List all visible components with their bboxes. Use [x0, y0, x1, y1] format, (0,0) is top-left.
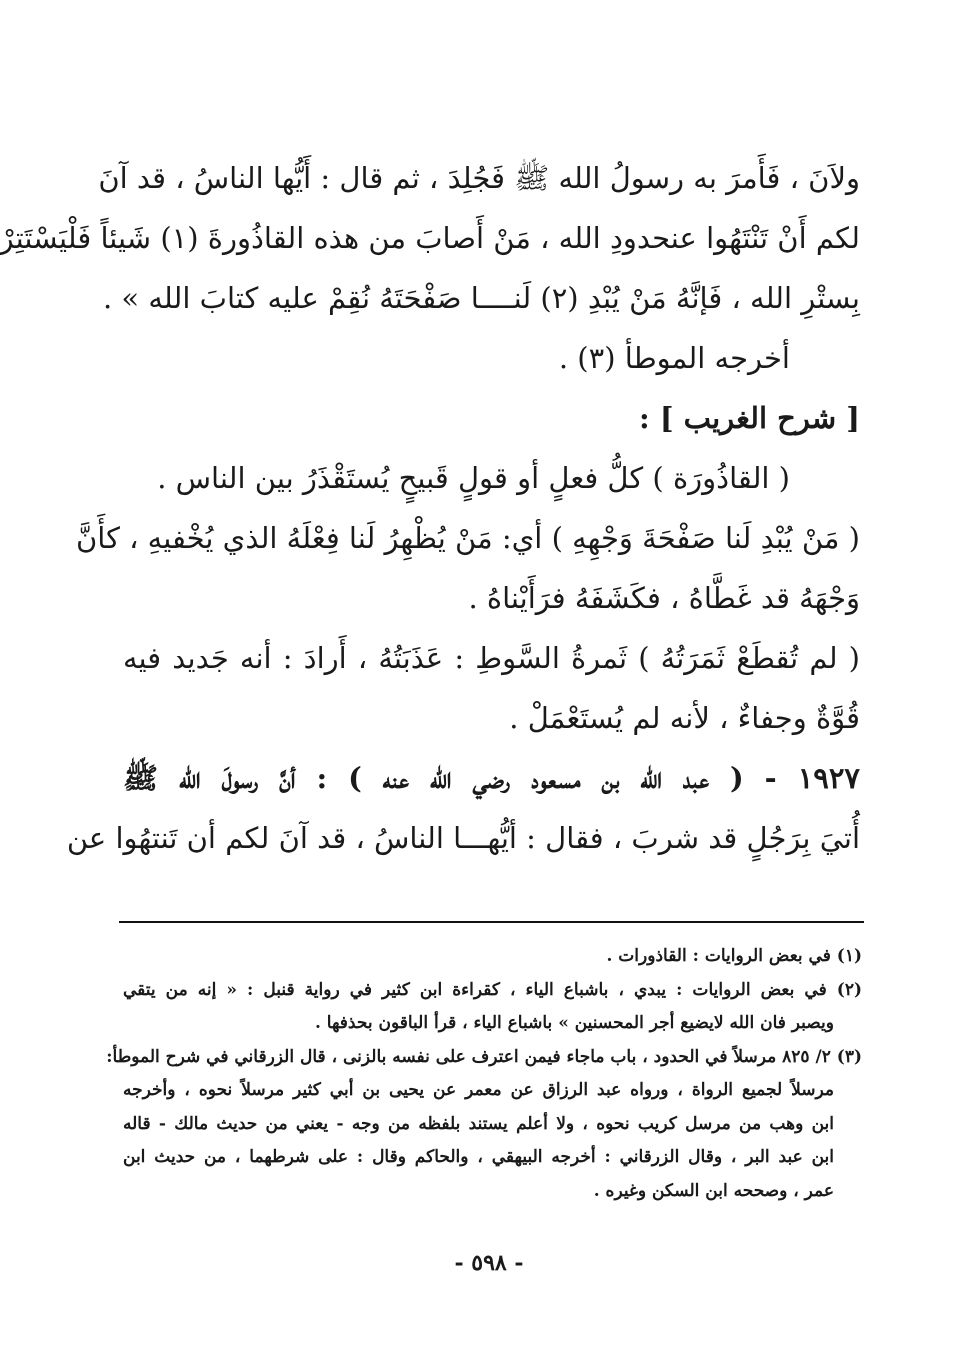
main-text [0, 148, 860, 868]
footnote-divider [119, 921, 864, 923]
gloss-line: قُوَّةٌ وجفاءٌ ، لأنه لم يُستَعْمَلْ . [509, 701, 860, 735]
text-line: بِستْرِ الله ، فَإنَّهُ مَنْ يُبْدِ (٢) لَنــــا صَفْحَتَهُ نُقِمْ عليه كتابَ الله » . [102, 281, 860, 315]
gloss-line: ( مَنْ يُبْدِ لَنا صَفْحَةَ وَجْهِهِ ) أي: مَنْ يُظْهِرُ لَنا فِعْلَهُ الذي يُخْفيهِ ، كأَنَّ [75, 521, 860, 555]
gloss-line: وَجْهَهُ قد غَطَّاهُ ، فكَشَفَهُ فرَأَيْناهُ . [468, 581, 860, 615]
text-line: أُتيَ بِرَجُلٍ قد شربَ ، فقال : أيُّهـــا الناسُ ، قد آنَ لكم أن تَنتهُوا عن [66, 821, 860, 855]
footnote-line: (٣) ٢/ ٨٢٥ مرسلاً في الحدود ، باب ماجاء فيمن اعترف على نفسه بالزنى ، قال الزرقاني في شرح الموطأ: [106, 1046, 862, 1067]
text-line: لكم أَنْ تَنْتَهُوا عنحدودِ الله ، مَنْ أَصابَ من هذه القاذُورةَ (١) شَيئاً فَلْيَسْتَتِرْ [0, 221, 860, 255]
footnote-line: ابن عبد البر ، وقال الزرقاني : أخرجه البيهقي ، والحاكم وقال : على شرطهما ، من حديث ابن [123, 1147, 834, 1167]
footnote-line: (٢) في بعض الروايات : يبدي ، باشباع الياء ، كقراءة ابن كثير في رواية قنبل : « إنه من يتقي [123, 979, 862, 1000]
gloss-line: ( القاذُورَة ) كلُّ فعلٍ أو قولٍ قَبيحٍ يُستَقْذَرُ بين الناس . [157, 461, 790, 495]
footnote-line: ابن وهب من مرسل كريب نحوه ، ولا أعلم يستند بلفظه من وجه - يعني من حديث مالك - قاله [123, 1113, 834, 1134]
footnotes [106, 940, 862, 1208]
hadith-heading: ١٩٢٧ - ( عبد الله بن مسعود رضي الله عنه ) : أنَّ رسولَ الله ﷺ [123, 761, 860, 795]
footnote-line: (١) في بعض الروايات : القاذورات . [606, 946, 862, 966]
source-line: أخرجه الموطأ (٣) . [558, 341, 790, 375]
footnote-line: ويصبر فان الله لايضيع أجر المحسنين » باشباع الياء ، قرأ الباقون بحذفها . [314, 1013, 834, 1033]
footnote-line: عمر ، وصححه ابن السكن وغيره . [593, 1180, 834, 1201]
section-heading: [ شرح الغريب ] : [639, 401, 860, 435]
gloss-line: ( لم تُقطَعْ ثَمَرَتُهُ ) ثَمرةُ السَّوطِ : عَذَبَتُهُ ، أَرادَ : أنه جَديد فيه [123, 641, 860, 675]
page-number: - ٥٩٨ - [454, 1250, 524, 1276]
text-line: ولاَنَ ، فَأَمرَ به رسولُ الله ﷺ فَجُلِدَ ، ثم قال : أَيُّها الناسُ ، قد آنَ [98, 161, 860, 195]
footnote-line: مرسلاً لجميع الرواة ، ورواه عبد الرزاق عن معمر عن يحيى بن أبي كثير مرسلاً نحوه ، وأخرجه [123, 1080, 834, 1100]
